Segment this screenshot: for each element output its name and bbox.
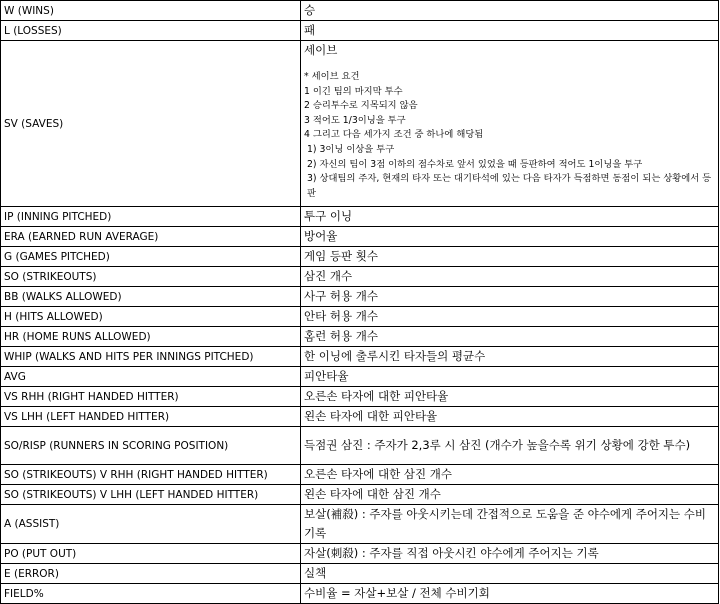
definition-cell: 왼손 타자에 대한 피안타율	[301, 407, 719, 427]
term-cell: W (WINS)	[1, 1, 301, 21]
term-cell: HR (HOME RUNS ALLOWED)	[1, 327, 301, 347]
table-row	[1, 347, 719, 367]
definition-cell: 홈런 허용 개수	[301, 327, 719, 347]
save-rule-line: 1 이긴 팀의 마지막 투수	[304, 85, 403, 97]
save-rule-subline: 3) 상대팀의 주자, 현재의 타자 또는 대기타석에 있는 다음 타자가 득점하면 동점이 되는 상황에서 등판	[307, 173, 712, 199]
save-rule-line: 2 승리투수로 지목되지 않음	[304, 100, 418, 112]
table-row	[1, 247, 719, 267]
table-row	[1, 427, 719, 465]
table-row	[1, 227, 719, 247]
term-cell: VS LHH (LEFT HANDED HITTER)	[1, 407, 301, 427]
table-row	[1, 387, 719, 407]
term-cell: L (LOSSES)	[1, 21, 301, 41]
definition-cell: 패	[301, 21, 719, 41]
term-cell: SO (STRIKEOUTS) V RHH (RIGHT HANDED HITTER)	[1, 465, 301, 485]
term-cell: VS RHH (RIGHT HANDED HITTER)	[1, 387, 301, 407]
term-cell: BB (WALKS ALLOWED)	[1, 287, 301, 307]
term-cell: WHIP (WALKS AND HITS PER INNINGS PITCHED)	[1, 347, 301, 367]
definition-cell: 보살(補殺) : 주자를 아웃시키는데 간접적으로 도움을 준 야수에게 주어지는 수비 기록	[301, 505, 719, 544]
term-cell: G (GAMES PITCHED)	[1, 247, 301, 267]
term-cell: SO (STRIKEOUTS)	[1, 267, 301, 287]
term-cell: FIELD%	[1, 584, 301, 604]
save-requirements	[304, 59, 715, 204]
term-cell: PO (PUT OUT)	[1, 544, 301, 564]
term-cell: ERA (EARNED RUN AVERAGE)	[1, 227, 301, 247]
definition-cell: 방어율	[301, 227, 719, 247]
table-row	[1, 465, 719, 485]
table-row	[1, 1, 719, 21]
table-row	[1, 367, 719, 387]
table-row	[1, 564, 719, 584]
definition-cell: 승	[301, 1, 719, 21]
table-row-saves	[1, 41, 719, 207]
definition-cell: 삼진 개수	[301, 267, 719, 287]
definition-cell: 게임 등판 횟수	[301, 247, 719, 267]
definition-cell: 자살(刺殺) : 주자를 직접 아웃시킨 야수에게 주어지는 기록	[301, 544, 719, 564]
save-rules-header: * 세이브 요건	[304, 71, 360, 82]
term-cell: SO (STRIKEOUTS) V LHH (LEFT HANDED HITTER)	[1, 485, 301, 505]
definition-cell: 왼손 타자에 대한 삼진 개수	[301, 485, 719, 505]
save-rule-subline: 1) 3이닝 이상을 투구	[307, 143, 395, 155]
table-row	[1, 287, 719, 307]
term-cell: IP (INNING PITCHED)	[1, 207, 301, 227]
table-row	[1, 267, 719, 287]
definition-cell: 오른손 타자에 대한 피안타율	[301, 387, 719, 407]
table-row	[1, 207, 719, 227]
definition-cell: 수비율 = 자살+보살 / 전체 수비기회	[301, 584, 719, 604]
term-cell: AVG	[1, 367, 301, 387]
term-cell: E (ERROR)	[1, 564, 301, 584]
term-cell: A (ASSIST)	[1, 505, 301, 544]
definition-cell: 오른손 타자에 대한 삼진 개수	[301, 465, 719, 485]
term-cell: SO/RISP (RUNNERS IN SCORING POSITION)	[1, 427, 301, 465]
definition-cell: 피안타율	[301, 367, 719, 387]
table-row	[1, 485, 719, 505]
term-cell: SV (SAVES)	[1, 41, 301, 207]
table-row	[1, 584, 719, 604]
save-rule-subline: 2) 자신의 팀이 3점 이하의 점수차로 앞서 있었을 때 등판하여 적어도 1이닝을 투구	[307, 158, 643, 170]
definition-cell-saves	[301, 41, 719, 207]
table-row	[1, 327, 719, 347]
definition-cell: 투구 이닝	[301, 207, 719, 227]
term-cell: H (HITS ALLOWED)	[1, 307, 301, 327]
definition-cell: 한 이닝에 출루시킨 타자들의 평균수	[301, 347, 719, 367]
table-row	[1, 544, 719, 564]
definition-cell: 사구 허용 개수	[301, 287, 719, 307]
definition-cell: 실책	[301, 564, 719, 584]
save-rule-line: 3 적어도 1/3이닝을 투구	[304, 114, 406, 126]
saves-title: 세이브	[304, 43, 338, 57]
table-row	[1, 21, 719, 41]
table-row	[1, 407, 719, 427]
save-rule-line: 4 그리고 다음 세가지 조건 중 하나에 해당됨	[304, 129, 484, 141]
table-row	[1, 307, 719, 327]
definition-cell: 득점권 삼진 : 주자가 2,3루 시 삼진 (개수가 높을수록 위기 상황에 강한 투수)	[301, 427, 719, 465]
definition-cell: 안타 허용 개수	[301, 307, 719, 327]
table-row	[1, 505, 719, 544]
